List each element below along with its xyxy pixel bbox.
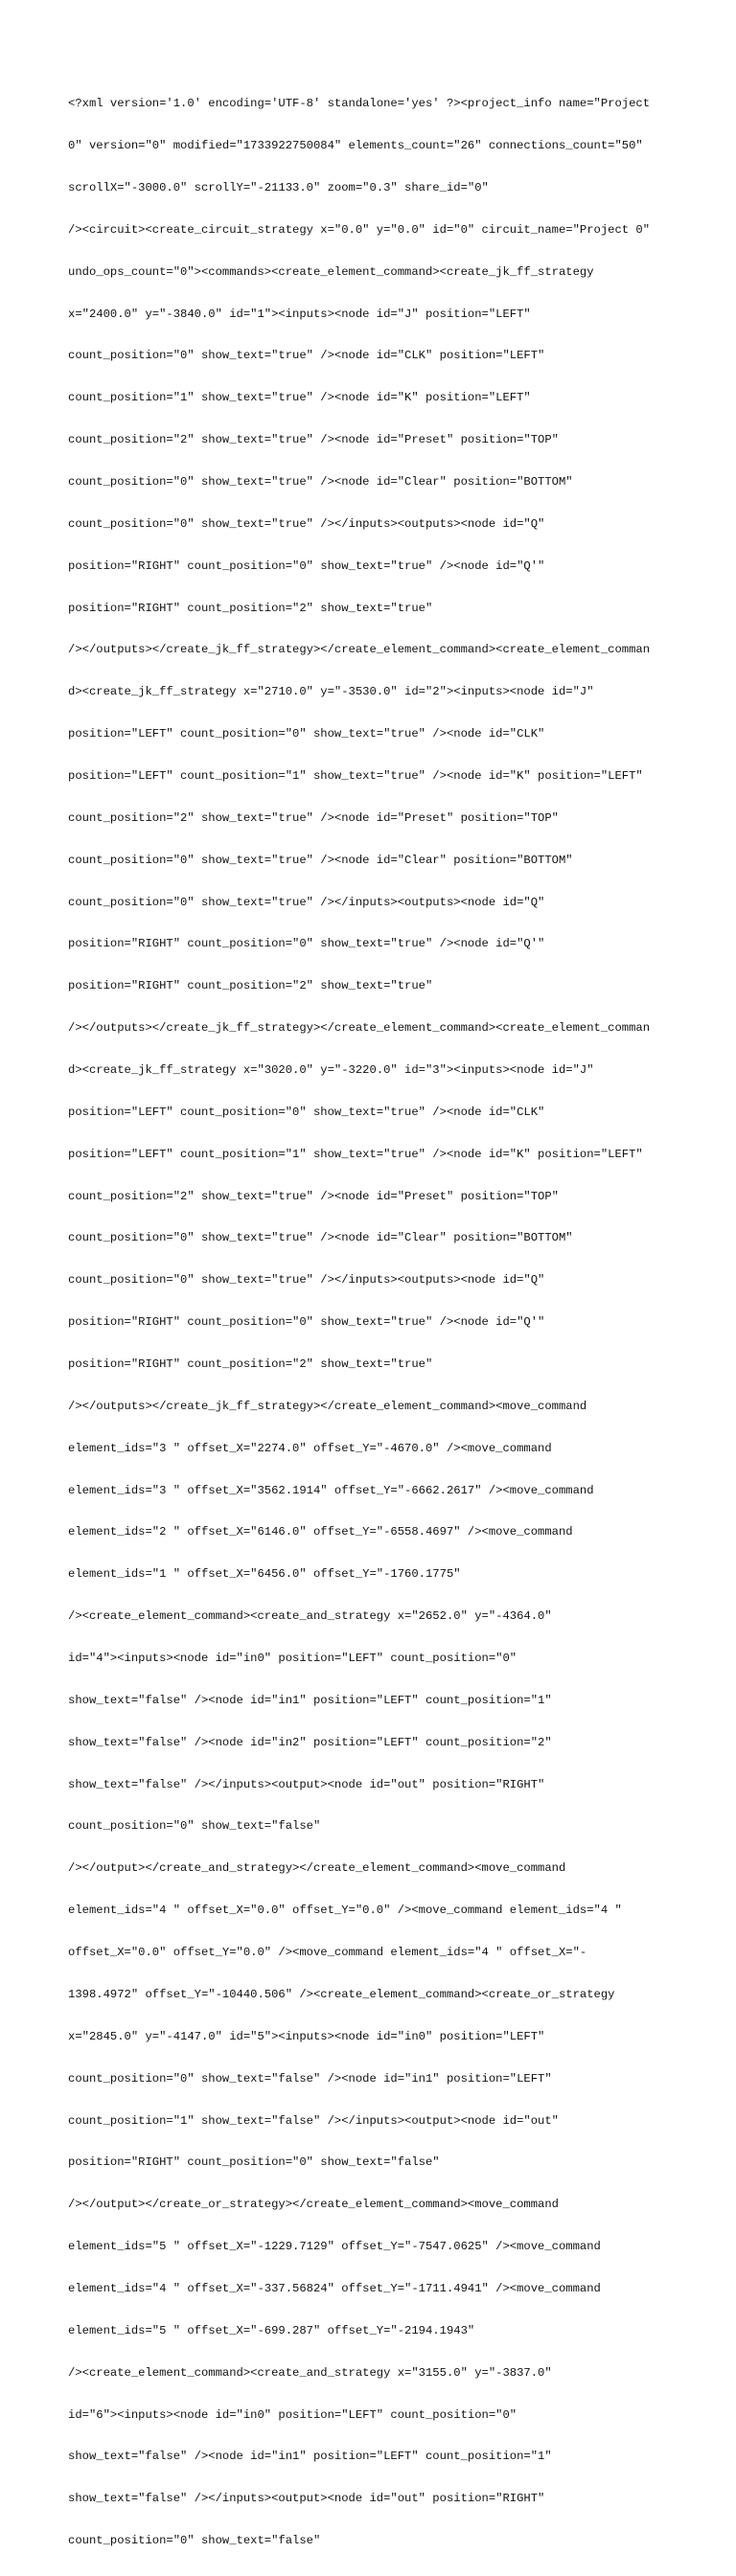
text-line: count_position="0" show_text="true" /><node id="CLK" position="LEFT" (68, 349, 545, 363)
text-line: /></output></create_or_strategy></create_element_command><move_command (68, 2198, 559, 2212)
text-line: element_ids="4 " offset_X="-337.56824" offset_Y="-1711.4941" /><move_command (68, 2281, 601, 2295)
text-line: position="RIGHT" count_position="2" show_text="true" (68, 601, 433, 615)
text-line: position="RIGHT" count_position="0" show_text="true" /><node id="Q'" (68, 1315, 545, 1330)
text-line: position="RIGHT" count_position="2" show_text="true" (68, 1357, 433, 1372)
text-line: show_text="false" /><node id="in2" position="LEFT" count_position="2" (68, 1735, 552, 1749)
text-line: position="LEFT" count_position="1" show_text="true" /><node id="K" position="LEFT" (68, 769, 643, 783)
text-line: count_position="2" show_text="true" /><node id="Preset" position="TOP" (68, 810, 559, 825)
text-line: element_ids="5 " offset_X="-699.287" offset_Y="-2194.1943" (68, 2323, 475, 2337)
text-line: element_ids="4 " offset_X="0.0" offset_Y="0.0" /><move_command element_ids="4 " (68, 1904, 622, 1918)
text-line: count_position="0" show_text="false" (68, 1819, 321, 1834)
text-line: /></outputs></create_jk_ff_strategy></create_element_command><create_element_comman (68, 643, 651, 657)
text-line: count_position="1" show_text="true" /><node id="K" position="LEFT" (68, 391, 531, 405)
text-line: scrollX="-3000.0" scrollY="-21133.0" zoom="0.3" share_id="0" (68, 180, 489, 194)
text-line: element_ids="3 " offset_X="3562.1914" offset_Y="-6662.2617" /><move_command (68, 1483, 594, 1497)
text-line: /><create_element_command><create_and_strategy x="3155.0" y="-3837.0" (68, 2365, 552, 2380)
text-line: d><create_jk_ff_strategy x="3020.0" y="-3220.0" id="3"><inputs><node id="J" (68, 1063, 594, 1078)
text-line: id="4"><inputs><node id="in0" position="LEFT" count_position="0" (68, 1652, 518, 1666)
text-line: show_text="false" /></inputs><output><node id="out" position="RIGHT" (68, 1777, 545, 1791)
text-line: position="LEFT" count_position="0" show_text="true" /><node id="CLK" (68, 727, 545, 741)
text-line: position="RIGHT" count_position="2" show_text="true" (68, 979, 433, 993)
text-line: count_position="0" show_text="true" /><node id="Clear" position="BOTTOM" (68, 1231, 573, 1245)
text-line: /></outputs></create_jk_ff_strategy></create_element_command><move_command (68, 1399, 587, 1413)
text-line: count_position="0" show_text="false" (68, 2534, 321, 2548)
text-line: count_position="0" show_text="false" /><node id="in1" position="LEFT" (68, 2071, 552, 2086)
text-line: element_ids="3 " offset_X="2274.0" offset_Y="-4670.0" /><move_command (68, 1441, 552, 1455)
text-line: count_position="2" show_text="true" /><node id="Preset" position="TOP" (68, 1189, 559, 1203)
text-line: undo_ops_count="0"><commands><create_element_command><create_jk_ff_strategy (68, 264, 594, 279)
text-line: count_position="2" show_text="true" /><node id="Preset" position="TOP" (68, 433, 559, 447)
text-line: <?xml version='1.0' encoding='UTF-8' standalone='yes' ?><project_info name="Project (68, 97, 651, 111)
text-line: position="LEFT" count_position="1" show_text="true" /><node id="K" position="LEFT" (68, 1147, 643, 1161)
text-line: element_ids="5 " offset_X="-1229.7129" offset_Y="-7547.0625" /><move_command (68, 2240, 601, 2254)
text-line: position="RIGHT" count_position="0" show_text="false" (68, 2155, 440, 2170)
text-line: /></output></create_and_strategy></create_element_command><move_command (68, 1861, 566, 1876)
text-line: /><circuit><create_circuit_strategy x="0.0" y="0.0" id="0" circuit_name="Project 0" (68, 222, 651, 237)
text-line: element_ids="2 " offset_X="6146.0" offset_Y="-6558.4697" /><move_command (68, 1525, 573, 1539)
text-line: count_position="0" show_text="true" /><node id="Clear" position="BOTTOM" (68, 474, 573, 489)
xml-text-block (68, 69, 681, 2576)
text-line: count_position="0" show_text="true" /></inputs><outputs><node id="Q" (68, 1273, 545, 1288)
text-line: show_text="false" /><node id="in1" position="LEFT" count_position="1" (68, 1693, 552, 1707)
text-line: 0" version="0" modified="1733922750084" elements_count="26" connections_count="50" (68, 139, 643, 153)
text-line: /><create_element_command><create_and_strategy x="2652.0" y="-4364.0" (68, 1609, 552, 1624)
text-line: x="2400.0" y="-3840.0" id="1"><inputs><node id="J" position="LEFT" (68, 307, 531, 321)
text-line: x="2845.0" y="-4147.0" id="5"><inputs><node id="in0" position="LEFT" (68, 2029, 545, 2043)
text-line: show_text="false" /><node id="in1" position="LEFT" count_position="1" (68, 2450, 552, 2464)
text-line: show_text="false" /></inputs><output><node id="out" position="RIGHT" (68, 2492, 545, 2506)
text-line: position="RIGHT" count_position="0" show_text="true" /><node id="Q'" (68, 559, 545, 573)
text-line: element_ids="1 " offset_X="6456.0" offset_Y="-1760.1775" (68, 1567, 461, 1582)
text-line: count_position="1" show_text="false" /></inputs><output><node id="out" (68, 2113, 559, 2128)
text-line: count_position="0" show_text="true" /></inputs><outputs><node id="Q" (68, 895, 545, 909)
text-line: 1398.4972" offset_Y="-10440.506" /><create_element_command><create_or_strategy (68, 1987, 615, 2001)
text-line: count_position="0" show_text="true" /><node id="Clear" position="BOTTOM" (68, 853, 573, 867)
text-line: position="LEFT" count_position="0" show_text="true" /><node id="CLK" (68, 1105, 545, 1119)
text-line: id="6"><inputs><node id="in0" position="LEFT" count_position="0" (68, 2407, 518, 2422)
text-line: position="RIGHT" count_position="0" show_text="true" /><node id="Q'" (68, 937, 545, 951)
text-line: /></outputs></create_jk_ff_strategy></create_element_command><create_element_comman (68, 1021, 651, 1036)
text-line: count_position="0" show_text="true" /></inputs><outputs><node id="Q" (68, 516, 545, 531)
text-line: offset_X="0.0" offset_Y="0.0" /><move_command element_ids="4 " offset_X="- (68, 1946, 587, 1960)
text-line: d><create_jk_ff_strategy x="2710.0" y="-3530.0" id="2"><inputs><node id="J" (68, 685, 594, 699)
